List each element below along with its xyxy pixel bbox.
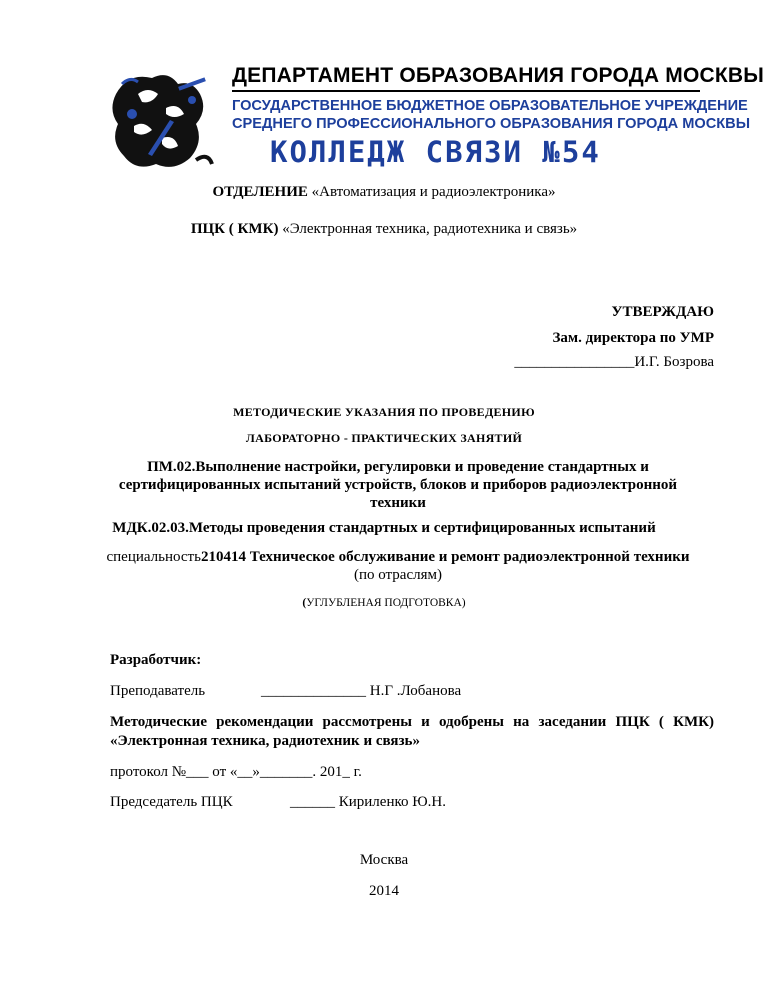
- header-text: [232, 62, 765, 169]
- protocol-line: протокол №___ от «__»_______. 201_ г.: [110, 764, 362, 780]
- department-name: ДЕПАРТАМЕНТ ОБРАЗОВАНИЯ ГОРОДА МОСКВЫ: [232, 64, 765, 87]
- header-rule: [232, 90, 700, 92]
- approval-signature: ________________И.Г. Бозрова: [514, 354, 714, 370]
- specialty-prefix: специальность: [106, 549, 201, 565]
- developer-role: Преподаватель: [110, 683, 206, 699]
- city: Москва: [359, 852, 409, 868]
- institution-line-1: ГОСУДАРСТВЕННОЕ БЮДЖЕТНОЕ ОБРАЗОВАТЕЛЬНОЕ УЧРЕЖДЕНИЕ: [232, 98, 748, 114]
- training-level: [0, 597, 768, 609]
- chair-signature: ______ Кириленко Ю.Н.: [290, 794, 447, 810]
- approval-position: Зам. директора по УМР: [552, 330, 714, 346]
- pck-label: ПЦК ( КМК): [190, 221, 279, 237]
- specialty: [98, 548, 698, 584]
- level-paren: (: [302, 597, 307, 609]
- institution-line-2: СРЕДНЕГО ПРОФЕССИОНАЛЬНОГО ОБРАЗОВАНИЯ ГОРОДА МОСКВЫ: [232, 116, 750, 132]
- specialty-code-name: 210414 Техническое обслуживание и ремонт радиоэлектронной техники: [200, 549, 690, 565]
- level-text: УГЛУБЛЕНАЯ ПОДГОТОВКА): [306, 597, 466, 609]
- division-line: [0, 184, 768, 201]
- recommendation-text: Методические рекомендации рассмотрены и одобрены на заседании ПЦК ( КМК) «Электронная техника, радиотехник и связь»: [110, 714, 714, 749]
- pck-line: [0, 221, 768, 238]
- approval-title: УТВЕРЖДАЮ: [611, 304, 714, 320]
- specialty-suffix: (по отраслям): [353, 567, 442, 583]
- pck-value: «Электронная техника, радиотехника и связь»: [282, 221, 578, 237]
- college-logo: [108, 64, 224, 176]
- division-label: ОТДЕЛЕНИЕ: [212, 184, 308, 200]
- college-name: КОЛЛЕДЖ СВЯЗИ №54: [270, 135, 601, 169]
- chair-role: Председатель ПЦК: [110, 794, 233, 810]
- mdk-course: МДК.02.03.Методы проведения стандартных и сертифицированных испытаний: [112, 520, 656, 536]
- year: 2014: [369, 883, 399, 899]
- college-header: [108, 62, 765, 180]
- division-value: «Автоматизация и радиоэлектроника»: [311, 184, 556, 200]
- pm-module: ПМ.02.Выполнение настройки, регулировки и проведение стандартных и сертифицированных испытаний устройств, блоков и приборов радиоэлектронной техники: [118, 459, 678, 511]
- title-line-1: МЕТОДИЧЕСКИЕ УКАЗАНИЯ ПО ПРОВЕДЕНИЮ: [233, 405, 535, 419]
- title-line-2: ЛАБОРАТОРНО - ПРАКТИЧЕСКИХ ЗАНЯТИЙ: [245, 431, 523, 445]
- developer-signature: ______________ Н.Г .Лобанова: [261, 683, 462, 699]
- developer-heading: Разработчик:: [110, 652, 202, 668]
